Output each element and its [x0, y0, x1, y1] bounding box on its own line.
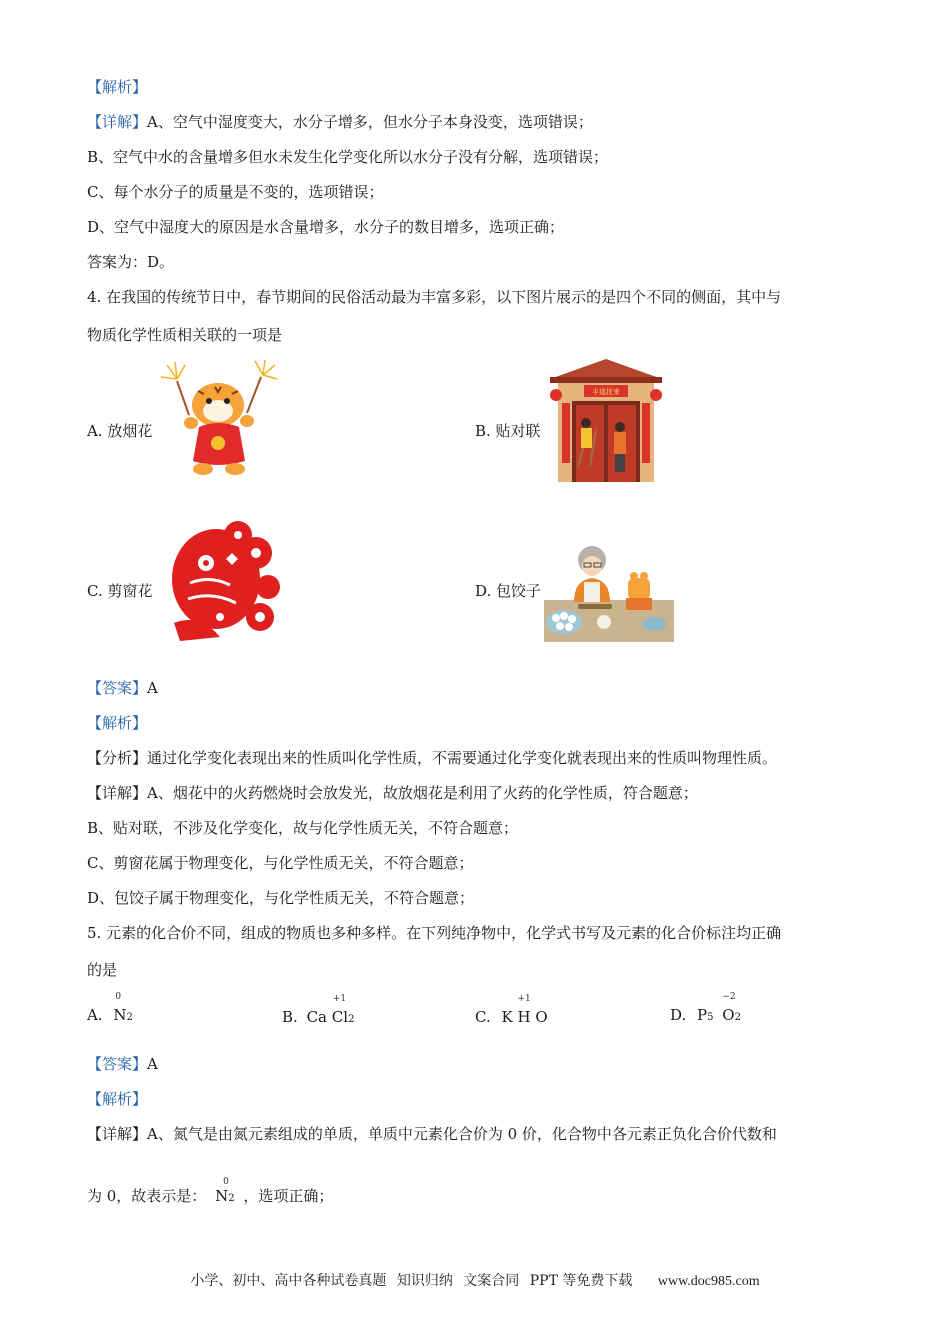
element-symbol: H: [517, 1008, 531, 1026]
element-symbol: P: [697, 1006, 708, 1024]
q4-option-a-label: A. 放烟花: [87, 422, 153, 440]
tiger-fireworks-image: [155, 357, 280, 482]
q4-detail-d: D、包饺子属于物理变化，与化学性质无关，不符合题意；: [87, 889, 475, 907]
valence-mark: −2: [722, 992, 736, 1002]
answer-value: A: [147, 679, 158, 697]
valence-mark: 0: [223, 1177, 229, 1187]
answer-line: 答案为：D。: [87, 253, 175, 271]
element-symbol: N: [113, 1006, 127, 1024]
answer-tag: 【答案】: [87, 679, 148, 697]
valence-mark: 0: [115, 992, 122, 1002]
footer-item: PPT 等免费下载: [529, 1273, 633, 1289]
q5-option-a: [87, 992, 133, 1024]
q5-option-d: [670, 992, 741, 1024]
valence-mark: +1: [517, 994, 531, 1004]
q5-jiexi-heading: 【解析】: [87, 1090, 148, 1108]
element-symbol: Ca: [306, 1008, 327, 1026]
element-symbol: O: [535, 1008, 548, 1026]
detail-tag: 【详解】: [87, 113, 148, 131]
detail-text-a: A、烟花中的火药燃烧时会放发光，故放烟花是利用了火药的化学性质，符合题意；: [147, 784, 698, 802]
option-prefix: B.: [282, 1008, 298, 1026]
detail-tag: 【详解】: [87, 1125, 148, 1143]
q4-jiexi-heading: 【解析】: [87, 714, 148, 732]
q5-detail-last: [87, 1177, 334, 1209]
option-prefix: D.: [670, 1006, 687, 1024]
q5-stem-line2: 的是: [87, 961, 118, 979]
q4-detail: [87, 783, 698, 803]
dumpling-making-image: [544, 544, 674, 642]
option-prefix: C.: [475, 1008, 491, 1026]
footer-item: 知识归纳: [396, 1273, 453, 1289]
detail-text: 为 0，故表示是：: [87, 1187, 207, 1205]
subscript: 2: [228, 1193, 235, 1204]
q4-detail-c: C、剪窗花属于物理变化，与化学性质无关，不符合题意；: [87, 854, 474, 872]
footer-link[interactable]: www.doc985.com: [657, 1274, 760, 1289]
detail-text-d: D、空气中湿度大的原因是水含量增多，水分子的数目增多，选项正确；: [87, 218, 565, 236]
detail-text: ，选项正确；: [243, 1187, 334, 1205]
subscript: 2: [734, 1012, 741, 1023]
q4-analysis: [87, 748, 777, 768]
paper-cut-image: [160, 513, 288, 643]
detail-text-a: A、氮气是由氮元素组成的单质，单质中元素化合价为 0 价，化合物中各元素正负化合价代数和: [147, 1125, 777, 1143]
answer-value: A: [147, 1055, 158, 1073]
detail-text-b: B、空气中水的含量增多但水未发生化学变化所以水分子没有分解，选项错误；: [87, 148, 609, 166]
detail-text-a: A、空气中湿度变大，水分子增多，但水分子本身没变，选项错误；: [147, 113, 593, 131]
detail-text-c: C、每个水分子的质量是不变的，选项错误；: [87, 183, 384, 201]
element-symbol: N: [215, 1187, 229, 1205]
q5-stem-line1: 5. 元素的化合价不同，组成的物质也多种多样。在下列纯净物中，化学式书写及元素的化合价标注均正确: [87, 924, 782, 942]
q4-option-c-label: C. 剪窗花: [87, 582, 153, 600]
page-footer: [0, 1270, 950, 1290]
element-symbol: K: [501, 1008, 513, 1026]
inline-formula: [215, 1177, 235, 1209]
q4-option-d-label: D. 包饺子: [475, 582, 542, 600]
analysis-text: 通过化学变化表现出来的性质叫化学性质，不需要通过化学变化就表现出来的性质叫物理性质。: [147, 749, 778, 767]
analysis-tag: 【分析】: [87, 749, 148, 767]
element-symbol: Cl: [331, 1008, 349, 1026]
q4-stem-line1: 4. 在我国的传统节日中，春节期间的民俗活动最为丰富多彩，以下图片展示的是四个不同的侧面，其中与: [87, 288, 782, 306]
detail-tag: 【详解】: [87, 784, 148, 802]
q4-stem-line2: 物质化学性质相关联的一项是: [87, 326, 283, 344]
subscript: 2: [126, 1012, 133, 1023]
q5-answer: [87, 1054, 158, 1074]
answer-tag: 【答案】: [87, 1055, 148, 1073]
couplet-doorway-image: [548, 357, 664, 482]
footer-item: 文案合同: [463, 1273, 520, 1289]
jiexi-heading: 【解析】: [87, 78, 148, 96]
subscript: 5: [707, 1012, 714, 1023]
footer-item: 小学、初中、高中各种试卷真题: [190, 1273, 387, 1289]
detail-paragraph: [87, 112, 593, 132]
valence-mark: +1: [332, 994, 347, 1004]
q4-option-b-label: B. 贴对联: [475, 422, 541, 440]
option-prefix: A.: [87, 1006, 103, 1024]
q4-detail-b: B、贴对联，不涉及化学变化，故与化学性质无关，不符合题意；: [87, 819, 519, 837]
element-symbol: O: [722, 1006, 735, 1024]
q5-detail: [87, 1124, 777, 1144]
q4-answer: [87, 678, 158, 698]
subscript: 2: [348, 1014, 355, 1025]
door-banner-text: 丰道抚来: [592, 388, 620, 396]
q5-option-c: [475, 994, 548, 1026]
q5-option-b: [282, 994, 355, 1026]
